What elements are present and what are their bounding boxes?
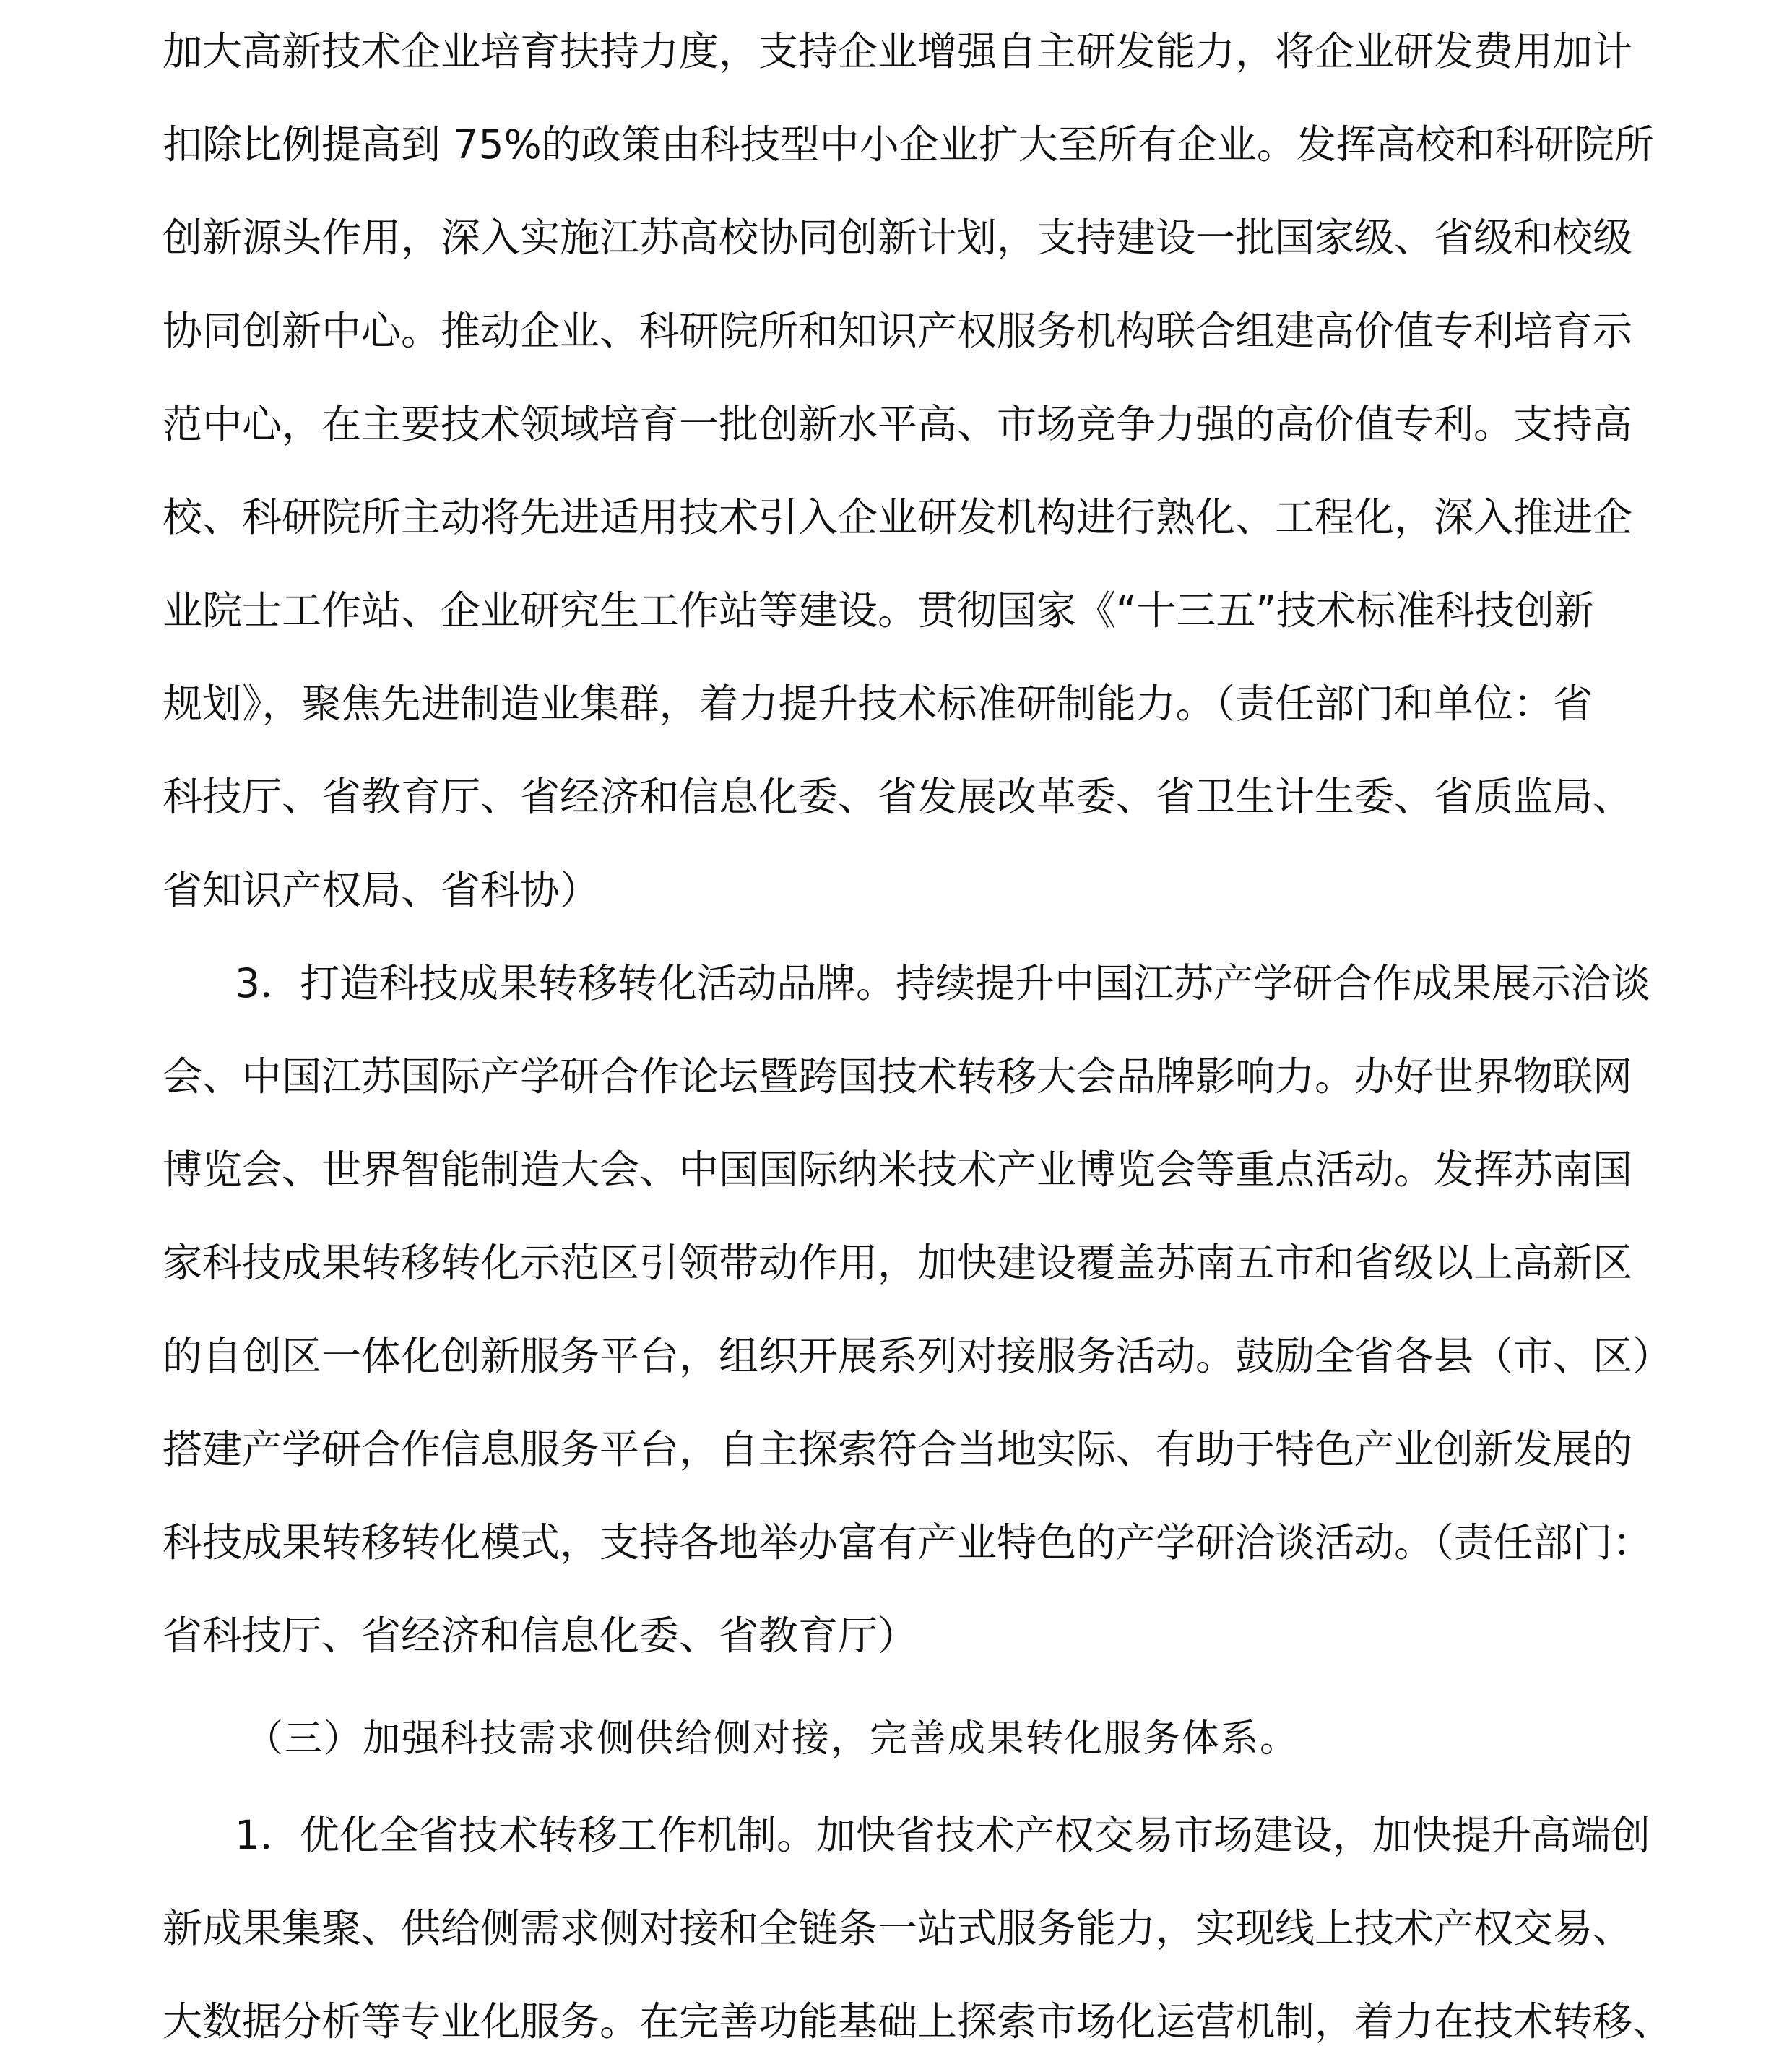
item-1-line-1: 1．优化全省技术转移工作机制。加快省技术产权交易市场建设，加快提升高端创 xyxy=(235,1812,1650,1858)
body-line-8: 规划》，聚焦先进制造业集群，着力提升技术标准研制能力。（责任部门和单位：省 xyxy=(163,681,1593,727)
item-3-line-4: 家科技成果转移转化示范区引领带动作用，加快建设覆盖苏南五市和省级以上高新区 xyxy=(163,1240,1633,1286)
item-3-line-3: 博览会、世界智能制造大会、中国国际纳米技术产业博览会等重点活动。发挥苏南国 xyxy=(163,1147,1633,1193)
item-3-line-2: 会、中国江苏国际产学研合作论坛暨跨国技术转移大会品牌影响力。办好世界物联网 xyxy=(163,1053,1633,1100)
body-line-3: 创新源头作用，深入实施江苏高校协同创新计划，支持建设一批国家级、省级和校级 xyxy=(163,215,1633,261)
body-line-6: 校、科研院所主动将先进适用技术引入企业研发机构进行熟化、工程化，深入推进企 xyxy=(163,494,1633,540)
item-3-line-5: 的自创区一体化创新服务平台，组织开展系列对接服务活动。鼓励全省各县（市、区） xyxy=(163,1333,1673,1379)
item-3-line-1: 3．打造科技成果转移转化活动品牌。持续提升中国江苏产学研合作成果展示洽谈 xyxy=(235,960,1650,1006)
item-3-line-8: 省科技厅、省经济和信息化委、省教育厅） xyxy=(163,1613,918,1659)
body-line-10: 省知识产权局、省科协） xyxy=(163,867,600,913)
body-line-4: 协同创新中心。推动企业、科研院所和知识产权服务机构联合组建高价值专利培育示 xyxy=(163,308,1633,354)
body-line-5: 范中心，在主要技术领域培育一批创新水平高、市场竞争力强的高价值专利。支持高 xyxy=(163,401,1633,447)
body-line-9: 科技厅、省教育厅、省经济和信息化委、省发展改革委、省卫生计生委、省质监局、 xyxy=(163,774,1633,820)
section-heading: （三）加强科技需求侧供给侧对接，完善成果转化服务体系。 xyxy=(246,1717,1299,1761)
body-line-7: 业院士工作站、企业研究生工作站等建设。贯彻国家《“十三五”技术标准科技创新 xyxy=(163,587,1594,634)
item-1-line-2: 新成果集聚、供给侧需求侧对接和全链条一站式服务能力，实现线上技术产权交易、 xyxy=(163,1905,1633,1951)
body-line-2: 扣除比例提高到 75%的政策由科技型中小企业扩大至所有企业。发挥高校和科研院所 xyxy=(163,121,1654,168)
item-1-line-3: 大数据分析等专业化服务。在完善功能基础上探索市场化运营机制，着力在技术转移、 xyxy=(163,1998,1673,2045)
body-line-1: 加大高新技术企业培育扶持力度，支持企业增强自主研发能力，将企业研发费用加计 xyxy=(163,28,1633,74)
item-3-line-7: 科技成果转移转化模式，支持各地举办富有产业特色的产学研洽谈活动。（责任部门： xyxy=(163,1519,1653,1566)
item-3-line-6: 搭建产学研合作信息服务平台，自主探索符合当地实际、有助于特色产业创新发展的 xyxy=(163,1426,1633,1472)
